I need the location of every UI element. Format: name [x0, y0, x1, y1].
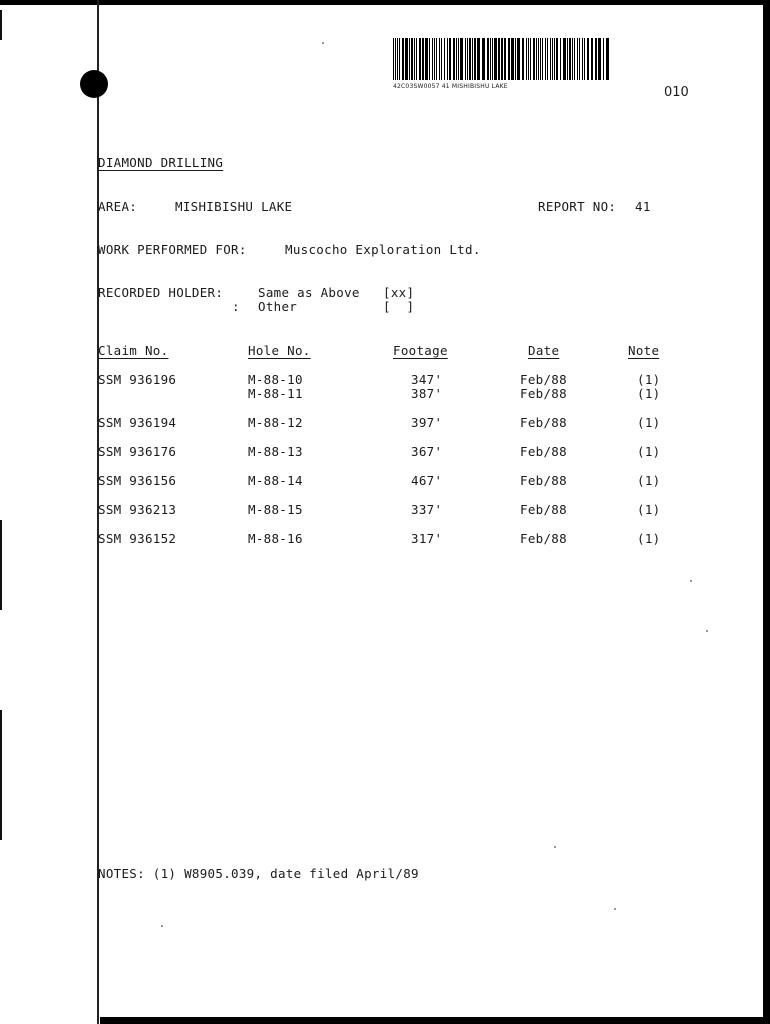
footage: 347': [411, 372, 443, 387]
scan-border-right: [763, 0, 770, 1024]
date: Feb/88: [520, 372, 567, 387]
recorded-holder-label: RECORDED HOLDER:: [98, 285, 224, 300]
area-value: MISHIBISHU LAKE: [175, 199, 293, 214]
date: Feb/88: [520, 444, 567, 459]
header-hole-no: Hole No.: [248, 343, 311, 358]
footage: 367': [411, 444, 443, 459]
barcode-caption: 42C03SW0057 41 MISHIBISHU LAKE: [393, 83, 508, 90]
holder-checkbox-same: [xx]: [383, 285, 415, 300]
notes-text: NOTES: (1) W8905.039, date filed April/89: [98, 866, 419, 881]
date: Feb/88: [520, 386, 567, 401]
header-note: Note: [628, 343, 660, 358]
footage: 317': [411, 531, 443, 546]
header-claim-no: Claim No.: [98, 343, 169, 358]
footage: 337': [411, 502, 443, 517]
header-date: Date: [528, 343, 560, 358]
note-ref: (1): [637, 415, 661, 430]
claim-number: SSM 936152: [98, 531, 177, 546]
holder-option-other: Other: [258, 299, 298, 314]
area-label: AREA:: [98, 199, 138, 214]
work-performed-value: Muscocho Exploration Ltd.: [285, 242, 481, 257]
claim-number: SSM 936156: [98, 473, 177, 488]
page-code: 010: [664, 85, 689, 100]
speck: [690, 580, 692, 582]
date: Feb/88: [520, 502, 567, 517]
claim-number: SSM 936176: [98, 444, 177, 459]
hole-punch: [80, 70, 108, 98]
work-performed-label: WORK PERFORMED FOR:: [98, 242, 247, 257]
footage: 387': [411, 386, 443, 401]
report-label: REPORT NO:: [538, 199, 617, 214]
barcode: [393, 38, 611, 80]
scan-border-top: [0, 0, 770, 5]
scan-edge-mark: [0, 710, 2, 840]
note-ref: (1): [637, 386, 661, 401]
note-ref: (1): [637, 473, 661, 488]
scan-edge-mark: [0, 520, 2, 610]
holder-option-same: Same as Above: [258, 285, 360, 300]
claim-number: SSM 936213: [98, 502, 177, 517]
hole-number: M-88-10: [248, 372, 303, 387]
speck: [161, 925, 163, 927]
header-footage: Footage: [393, 343, 448, 358]
report-number: 41: [635, 199, 651, 214]
scan-border-bottom: [100, 1017, 770, 1024]
date: Feb/88: [520, 415, 567, 430]
date: Feb/88: [520, 473, 567, 488]
speck: [322, 42, 324, 44]
hole-number: M-88-11: [248, 386, 303, 401]
date: Feb/88: [520, 531, 567, 546]
claim-number: SSM 936194: [98, 415, 177, 430]
holder-option-colon: :: [232, 299, 240, 314]
speck: [554, 846, 556, 848]
claim-number: SSM 936196: [98, 372, 177, 387]
document-title: DIAMOND DRILLING: [98, 155, 224, 170]
scan-edge-mark: [0, 10, 2, 40]
hole-number: M-88-12: [248, 415, 303, 430]
hole-number: M-88-14: [248, 473, 303, 488]
footage: 397': [411, 415, 443, 430]
speck: [614, 908, 616, 910]
note-ref: (1): [637, 444, 661, 459]
footage: 467': [411, 473, 443, 488]
note-ref: (1): [637, 372, 661, 387]
hole-number: M-88-16: [248, 531, 303, 546]
note-ref: (1): [637, 531, 661, 546]
hole-number: M-88-15: [248, 502, 303, 517]
speck: [706, 630, 708, 632]
note-ref: (1): [637, 502, 661, 517]
hole-number: M-88-13: [248, 444, 303, 459]
holder-checkbox-other: [ ]: [383, 299, 415, 314]
